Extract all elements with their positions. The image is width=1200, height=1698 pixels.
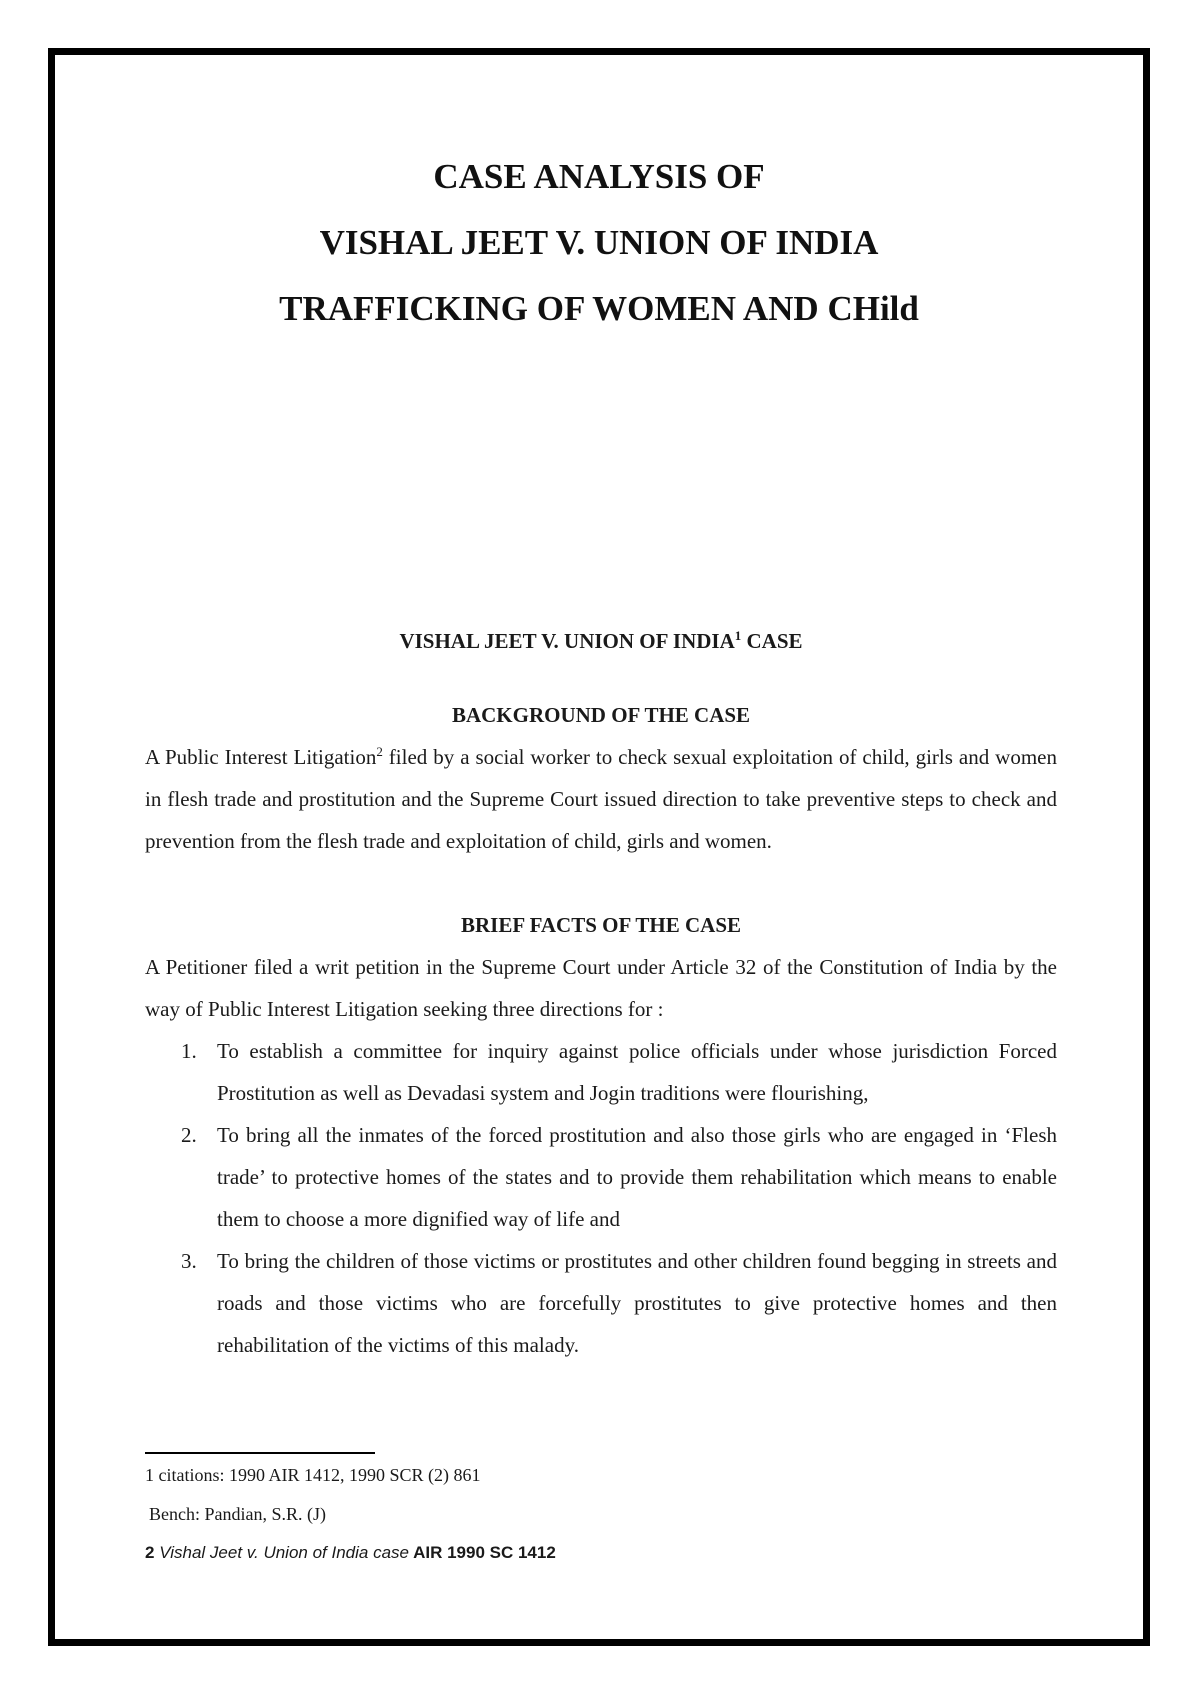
document-title	[55, 144, 1143, 342]
title-line-1: CASE ANALYSIS OF	[433, 157, 765, 196]
background-paragraph	[145, 736, 1057, 862]
background-text-start: A Public Interest Litigation	[145, 745, 377, 769]
list-item-number: 2.	[181, 1123, 197, 1147]
case-heading	[145, 620, 1057, 662]
background-text-rest: filed by a social worker to check sexual exploitation of child, girls and women in flesh trade and prostitution and the Supreme Court issued direction to take preventive steps to check and prevention from the flesh trade and exploitation of child, girls and women.	[145, 745, 1057, 853]
footnote-2-citation: AIR 1990 SC 1412	[408, 1543, 556, 1562]
footnote-2	[145, 1538, 845, 1577]
footnote-separator	[145, 1452, 375, 1454]
footnote-2-number: 2	[145, 1543, 160, 1562]
footnote-1-bench: Bench: Pandian, S.R. (J)	[149, 1504, 326, 1524]
background-heading: BACKGROUND OF THE CASE	[451, 703, 751, 727]
list-item-text: To bring all the inmates of the forced prostitution and also those girls who are engaged in ‘Flesh trade’ to protective homes of the states and to provide them rehabilitation which means to enable them to choose a more dignified way of life and	[217, 1123, 1057, 1231]
brief-facts-heading: BRIEF FACTS OF THE CASE	[460, 913, 742, 937]
list-item-number: 3.	[181, 1249, 197, 1273]
list-item	[145, 1240, 1057, 1366]
footnotes	[145, 1460, 845, 1577]
brief-facts-intro: A Petitioner filed a writ petition in the Supreme Court under Article 32 of the Constitution of India by the way of Public Interest Litigation seeking three directions for :	[145, 955, 1057, 1021]
footnote-ref-2: 2	[376, 744, 383, 759]
footnote-1-citation: 1 citations: 1990 AIR 1412, 1990 SCR (2) 861	[145, 1465, 481, 1485]
footnote-ref-1: 1	[734, 628, 742, 643]
list-item-text: To establish a committee for inquiry against police officials under whose jurisdiction Forced Prostitution as well as Devadasi system and Jogin traditions were flourishing,	[217, 1039, 1057, 1105]
title-line-2: VISHAL JEET V. UNION OF INDIA	[319, 223, 879, 262]
case-heading-suffix: CASE	[741, 629, 803, 653]
list-item	[145, 1030, 1057, 1114]
list-item	[145, 1114, 1057, 1240]
document-body	[145, 620, 1057, 1366]
list-item-text: To bring the children of those victims or prostitutes and other children found begging in streets and roads and those victims who are forcefully prostitutes to give protective homes and then rehabilitation of the victims of this malady.	[217, 1249, 1057, 1357]
list-item-number: 1.	[181, 1039, 197, 1063]
case-heading-text: VISHAL JEET V. UNION OF INDIA	[399, 629, 735, 653]
footnote-2-case-name: Vishal Jeet v. Union of India case	[159, 1543, 409, 1562]
directions-list	[145, 1030, 1057, 1366]
title-line-3: TRAFFICKING OF WOMEN AND CHild	[279, 289, 919, 328]
